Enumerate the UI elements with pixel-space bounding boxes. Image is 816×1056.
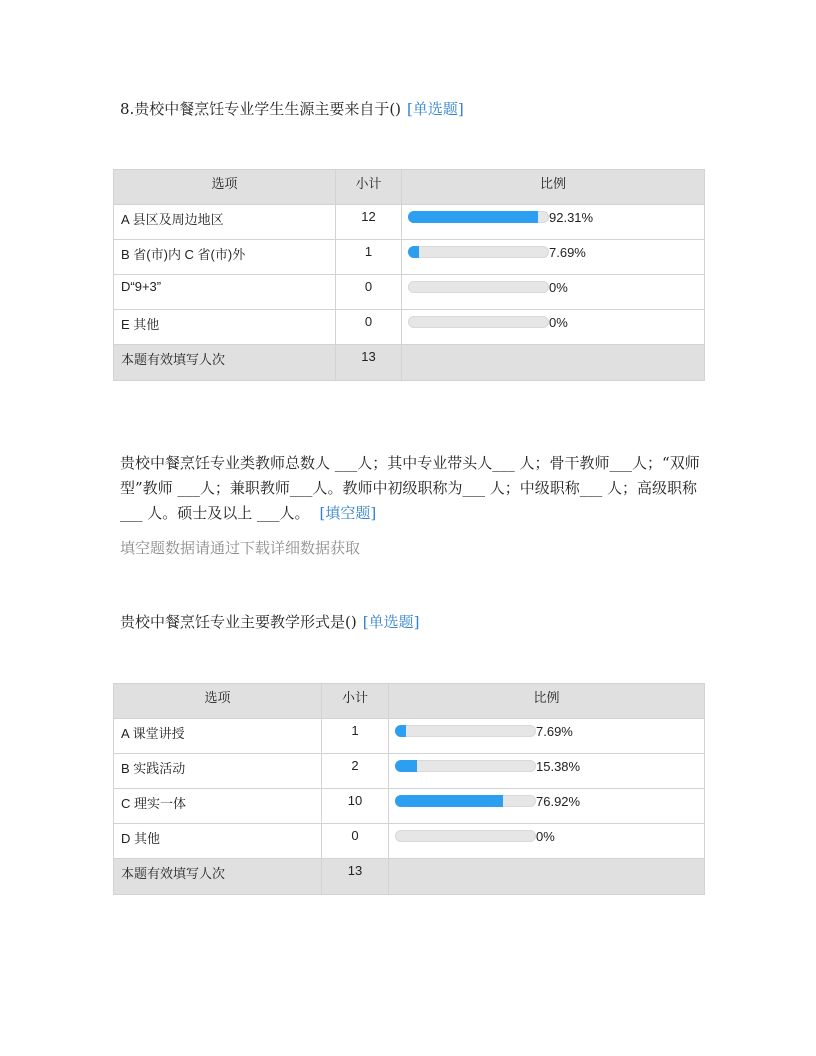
option-count: 0 [336,310,402,345]
header-ratio: 比例 [389,684,705,719]
ratio-bar-track [408,316,549,328]
total-empty-cell [389,859,705,895]
fill-question [120,451,710,526]
ratio-bar-fill [408,211,538,223]
ratio-bar [408,210,697,224]
ratio-percent: 0% [549,279,568,295]
ratio-bar-fill [408,246,419,258]
option-count: 0 [336,275,402,310]
header-option: 选项 [114,170,336,205]
ratio-percent: 15.38% [536,758,581,774]
option-label: C 理实一体 [114,789,322,824]
ratio-bar-track [395,830,536,842]
question-teaching-table [113,683,705,895]
total-label: 本题有效填写人次 [114,345,336,381]
option-ratio [389,824,705,859]
ratio-percent: 92.31% [549,209,594,225]
option-count: 0 [322,824,389,859]
table-row [114,310,705,345]
option-label: A 课堂讲授 [114,719,322,754]
table-row [114,824,705,859]
question-teaching-text: 贵校中餐烹饪专业主要教学形式是() [120,613,357,631]
fill-question-text: 贵校中餐烹饪专业类教师总数人 ___人；其中专业带头人___ 人；骨干教师___人；“双师型”教师 ___人；兼职教师___人。教师中初级职称为___ 人；中级职称___ 人；高级职称___ 人。硕士及以上 ___人。 [120,454,700,522]
option-ratio [389,719,705,754]
total-label: 本题有效填写人次 [114,859,322,895]
option-count: 1 [322,719,389,754]
question-teaching-type-tag: [单选题] [362,613,420,631]
ratio-bar [408,315,697,329]
option-label: B 省(市)内 C 省(市)外 [114,240,336,275]
table-total-row [114,345,705,381]
ratio-bar-fill [395,795,503,807]
table-row [114,275,705,310]
total-empty-cell [402,345,705,381]
header-option: 选项 [114,684,322,719]
ratio-percent: 7.69% [549,244,586,260]
option-label: D“9+3” [114,275,336,310]
download-note: 填空题数据请通过下载详细数据获取 [120,539,361,557]
option-ratio [402,205,705,240]
header-count: 小计 [336,170,402,205]
total-count: 13 [336,345,402,381]
table-row [114,240,705,275]
option-count: 2 [322,754,389,789]
option-ratio [389,754,705,789]
option-label: A 县区及周边地区 [114,205,336,240]
ratio-bar [395,724,697,738]
ratio-percent: 7.69% [536,723,573,739]
question-teaching-title [120,611,419,632]
ratio-bar-track [408,211,549,223]
option-count: 12 [336,205,402,240]
ratio-bar-fill [395,760,417,772]
ratio-percent: 0% [536,828,555,844]
fill-question-type-tag: [填空题] [319,504,377,522]
table-row [114,754,705,789]
ratio-bar-track [408,246,549,258]
option-ratio [402,275,705,310]
ratio-bar-track [395,760,536,772]
ratio-bar-track [395,725,536,737]
table-header-row [114,684,705,719]
option-ratio [402,240,705,275]
table-row [114,205,705,240]
ratio-bar [395,759,697,773]
ratio-percent: 76.92% [536,793,581,809]
option-label: D 其他 [114,824,322,859]
ratio-bar-fill [395,725,406,737]
table-header-row [114,170,705,205]
question-8-table [113,169,705,381]
total-count: 13 [322,859,389,895]
ratio-percent: 0% [549,314,568,330]
option-count: 1 [336,240,402,275]
table-total-row [114,859,705,895]
table-row [114,719,705,754]
option-ratio [389,789,705,824]
question-8-title [120,98,464,119]
header-count: 小计 [322,684,389,719]
ratio-bar [395,794,697,808]
header-ratio: 比例 [402,170,705,205]
option-count: 10 [322,789,389,824]
ratio-bar-track [408,281,549,293]
option-ratio [402,310,705,345]
table-row [114,789,705,824]
ratio-bar-track [395,795,536,807]
question-8-text: 8.贵校中餐烹饪专业学生生源主要来自于() [120,100,402,118]
ratio-bar [408,280,697,294]
ratio-bar [395,829,697,843]
option-label: B 实践活动 [114,754,322,789]
ratio-bar [408,245,697,259]
option-label: E 其他 [114,310,336,345]
question-8-type-tag: [单选题] [407,100,464,118]
